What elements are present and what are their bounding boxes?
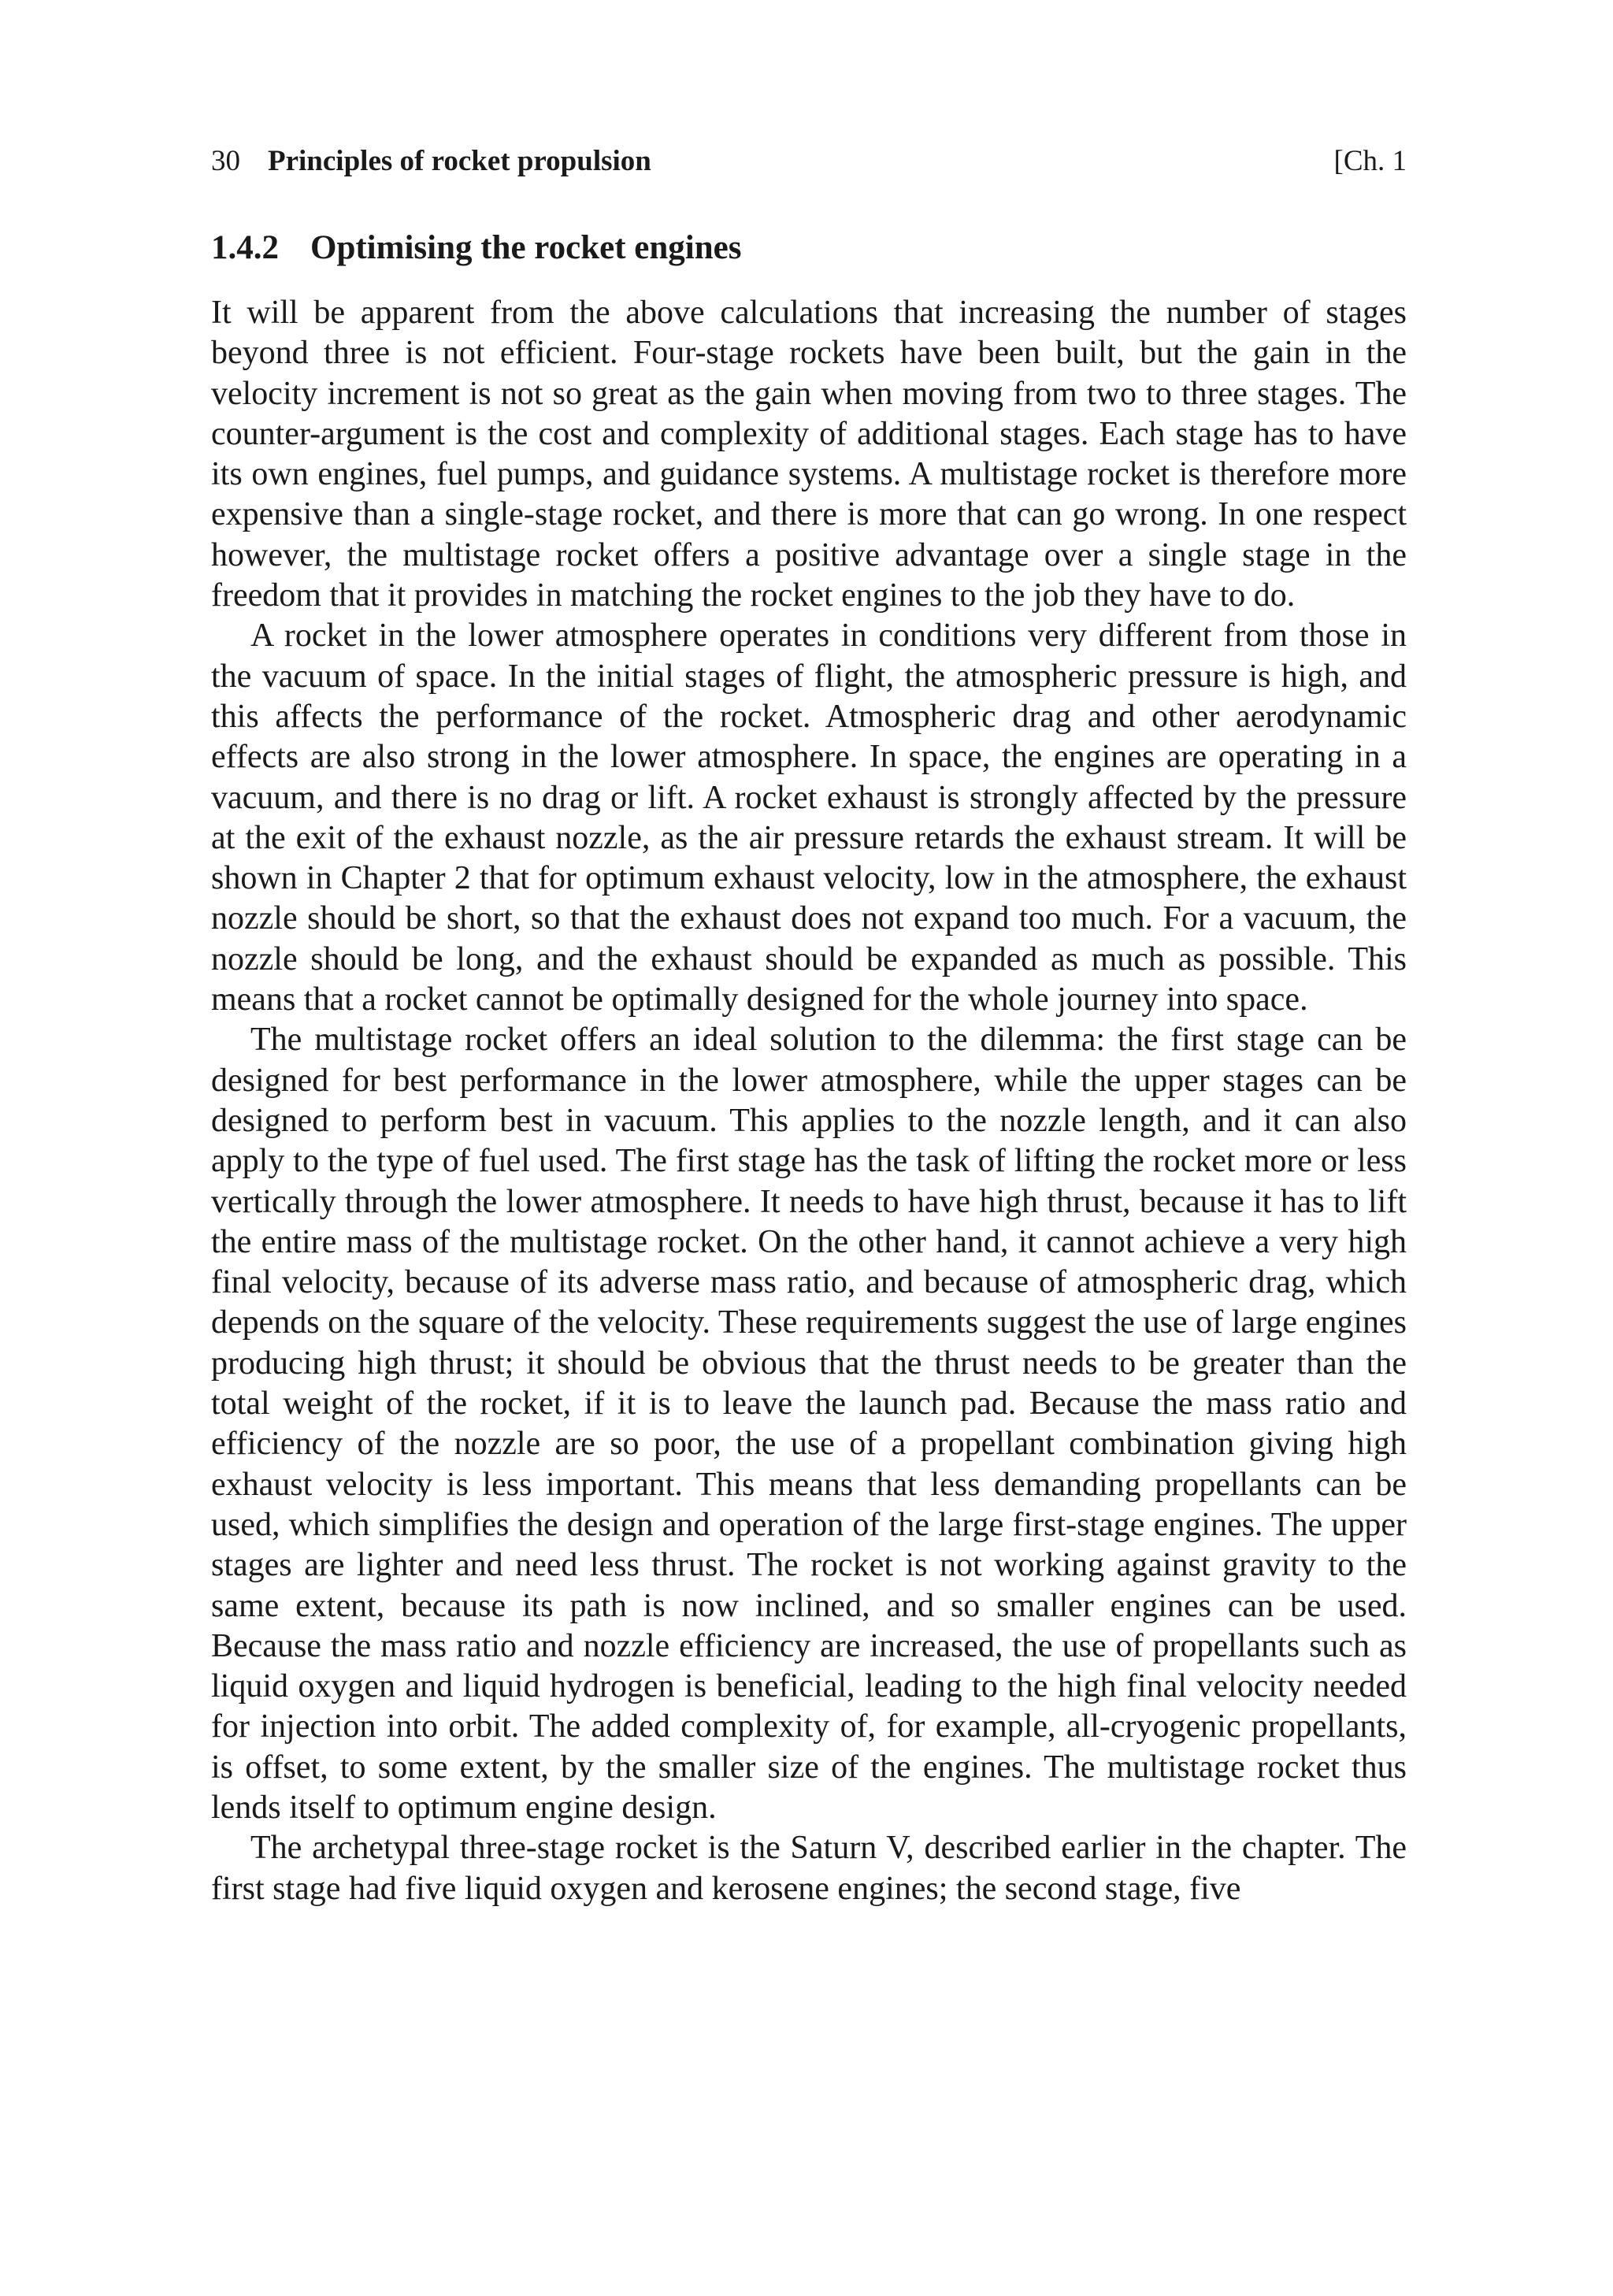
paragraph: The multistage rocket offers an ideal solution to the dilemma: the first stage can be designed for best performance in the lower atmosphere, while the upper stages can be designed to perform best in vacuum. This applies to the nozzle length, and it can also apply to the type of fuel used. The first stage has the task of lifting the rocket more or less vertically through the lower atmosphere. It needs to have high thrust, because it has to lift the entire mass of the multistage rocket. On the other hand, it cannot achieve a very high final velocity, because of its adverse mass ratio, and because of atmospheric drag, which depends on the square of the velocity. These requirements suggest the use of large engines producing high thrust; it should be obvious that the thrust needs to be greater than the total weight of the rocket, if it is to leave the launch pad. Because the mass ratio and efficiency of the nozzle are so poor, the use of a propellant combination giving high exhaust velocity is less important. This means that less demanding propellants can be used, which simplifies the design and operation of the large first-stage engines. The upper stages are lighter and need less thrust. The rocket is not working against gravity to the same extent, because its path is now inclined, and so smaller engines can be used. Because the mass ratio and nozzle efficiency are increased, the use of propellants such as liquid oxygen and liquid hydrogen is beneficial, leading to the high final velocity needed for injection into orbit. The added complexity of, for example, all-cryogenic propellants, is offset, to some extent, by the smaller size of the engines. The multistage rocket thus lends itself to optimum engine design. <box>211 1022 1407 1826</box>
paragraph: It will be apparent from the above calculations that increasing the number of stages beyond three is not efficient. Four-stage rockets have been built, but the gain in the velocity increment is not so great as the gain when moving from two to three stages. The counter-argument is the cost and complexity of additional stages. Each stage has to have its own engines, fuel pumps, and guidance systems. A multistage rocket is therefore more expensive than a single-stage rocket, and there is more that can go wrong. In one respect however, the multistage rocket offers a positive advantage over a single stage in the freedom that it provides in matching the rocket engines to the job they have to do. <box>211 295 1407 614</box>
section-number: 1.4.2 <box>211 229 279 266</box>
body-text <box>211 293 1407 1909</box>
running-title: Principles of rocket propulsion <box>268 145 651 177</box>
paragraph: A rocket in the lower atmosphere operates in conditions very different from those in the vacuum of space. In the initial stages of flight, the atmospheric pressure is high, and this affects the performance of the rocket. Atmospheric drag and other aerodynamic effects are also strong in the lower atmosphere. In space, the engines are operating in a vacuum, and there is no drag or lift. A rocket exhaust is strongly affected by the pressure at the exit of the exhaust nozzle, as the air pressure retards the exhaust stream. It will be shown in Chapter 2 that for optimum exhaust velocity, low in the atmosphere, the exhaust nozzle should be short, so that the exhaust does not expand too much. For a vacuum, the nozzle should be long, and the exhaust should be expanded as much as possible. This means that a rocket cannot be optimally designed for the whole journey into space. <box>211 618 1407 1018</box>
section-heading <box>211 221 1407 293</box>
page-number: 30 <box>211 145 240 177</box>
running-head <box>211 134 1407 189</box>
paragraph: The archetypal three-stage rocket is the Saturn V, described earlier in the chapter. The first stage had five liquid oxygen and kerosene engines; the second stage, five <box>211 1830 1407 1907</box>
book-page <box>211 134 1407 1909</box>
chapter-reference: [Ch. 1 <box>1333 145 1407 177</box>
section-title: Optimising the rocket engines <box>310 229 742 266</box>
